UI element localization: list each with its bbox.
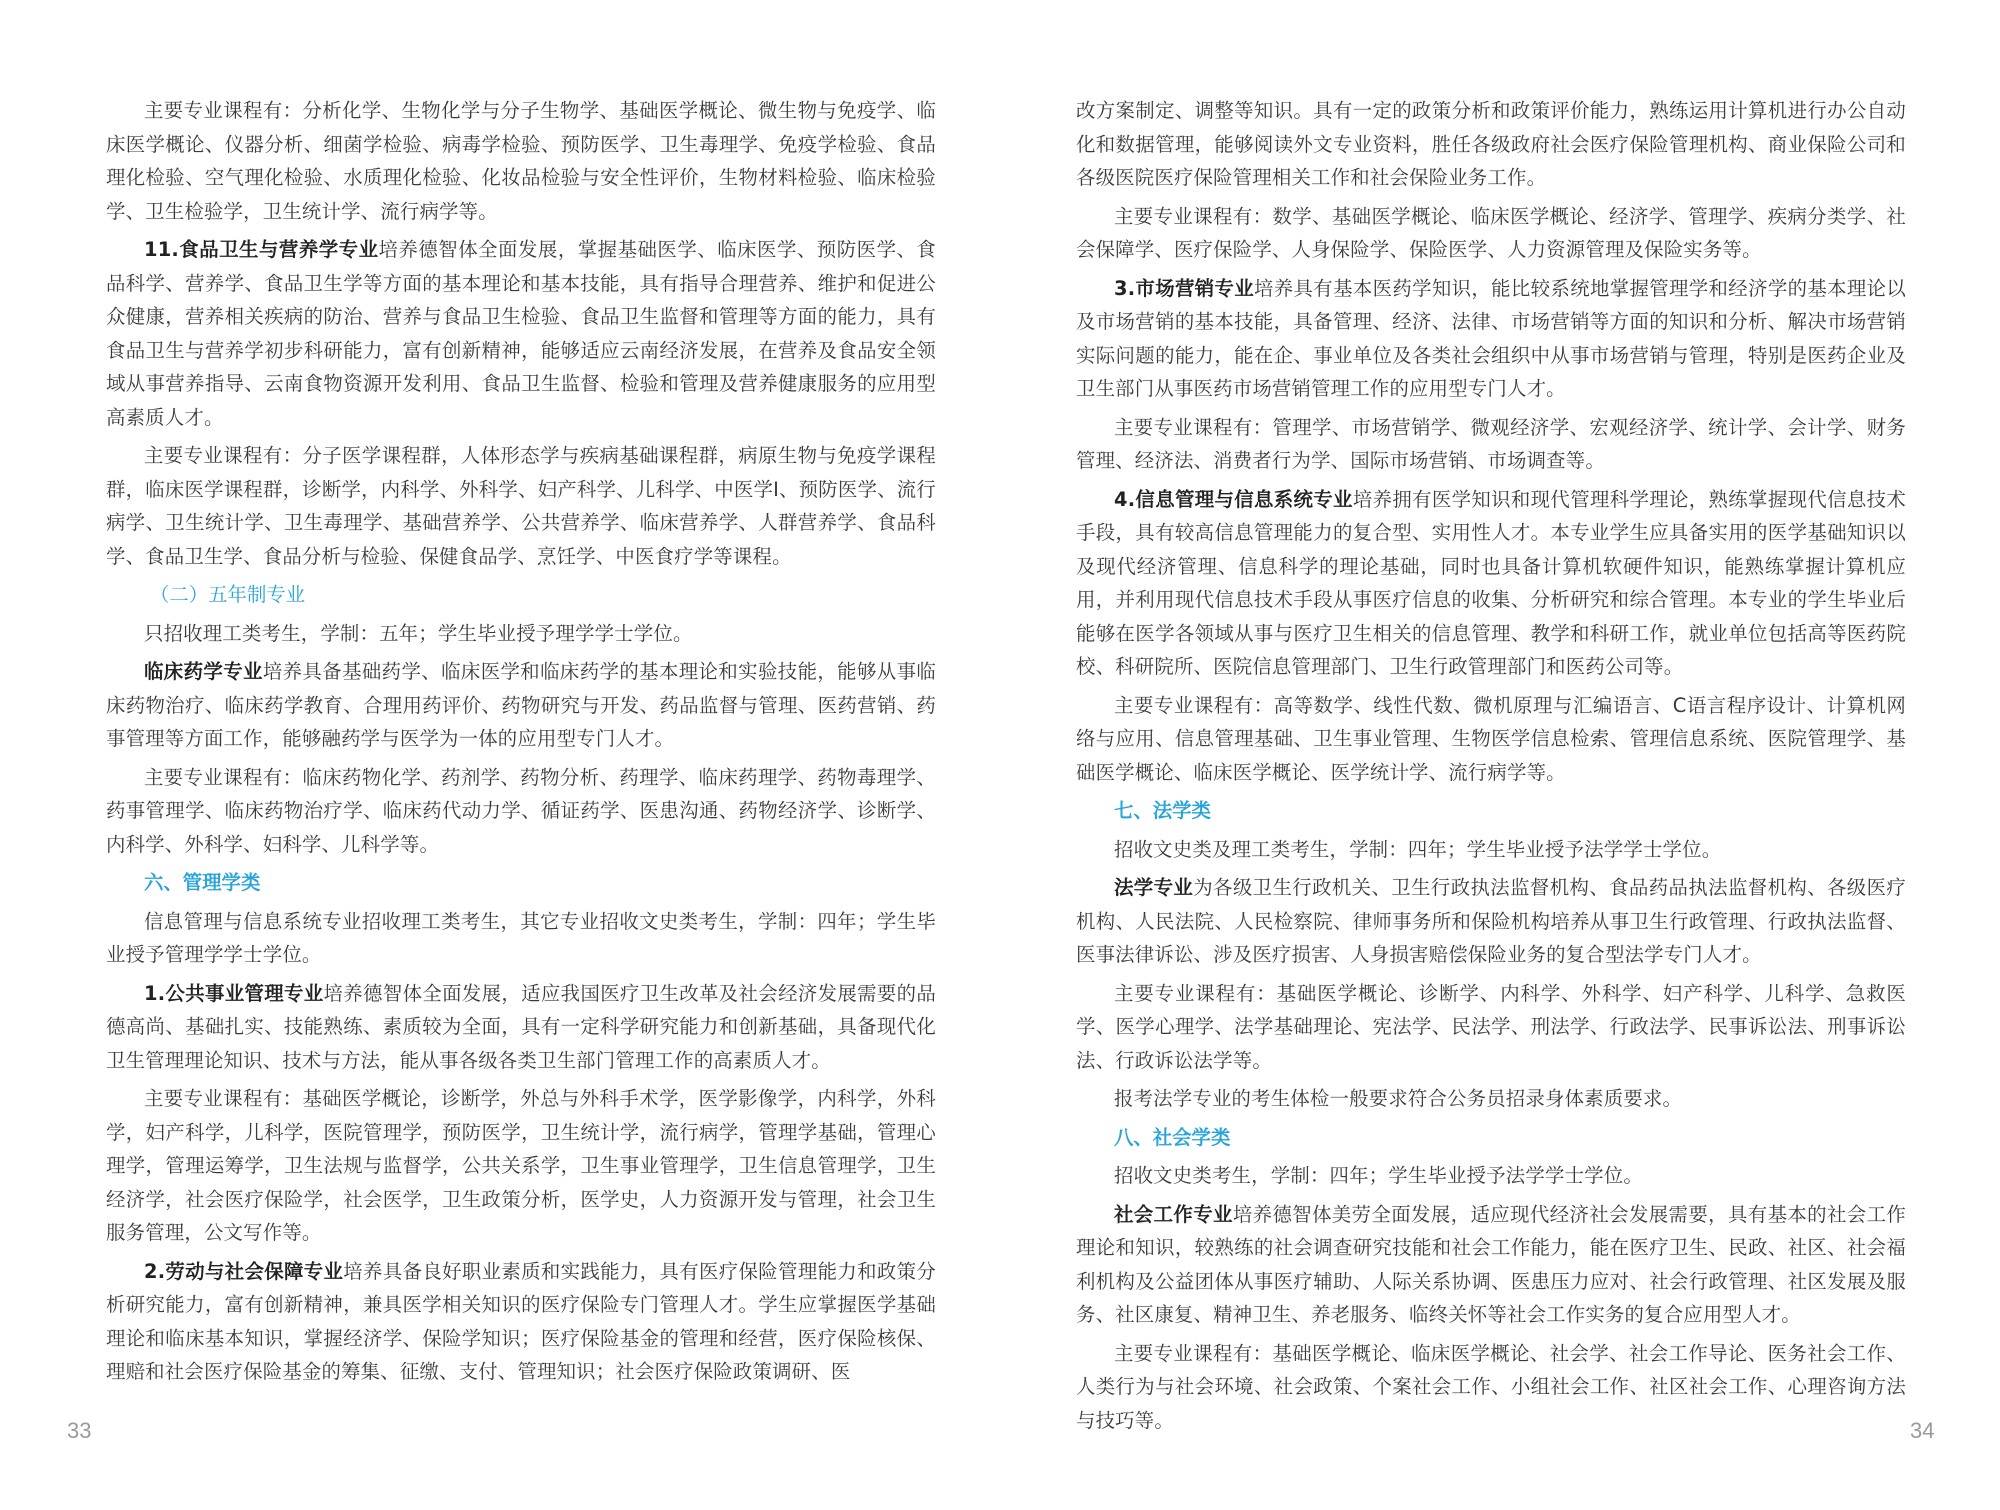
paragraph: 主要专业课程有：临床药物化学、药剂学、药物分析、药理学、临床药理学、药物毒理学、药事管理学、临床药物治疗学、临床药代动力学、循证药学、医患沟通、药物经济学、诊断学、内科学、外科学、妇科学、儿科学等。 [106, 765, 936, 856]
major-name: 2.劳动与社会保障专业 [144, 1259, 344, 1283]
section-heading: 八、社会学类 [1114, 1125, 1231, 1149]
major-name: 3.市场营销专业 [1114, 276, 1255, 300]
paragraph [106, 977, 936, 1078]
paragraph [1076, 871, 1906, 972]
page-number-right: 34 [1910, 1418, 1935, 1443]
paragraph: 改方案制定、调整等知识。具有一定的政策分析和政策评价能力，熟练运用计算机进行办公自动化和数据管理，能够阅读外文专业资料，胜任各级政府社会医疗保险管理机构、商业保险公司和各级医院医疗保险管理相关工作和社会保险业务工作。 [1076, 99, 1906, 189]
paragraph-text: 培养德智体全面发展，掌握基础医学、临床医学、预防医学、食品科学、营养学、食品卫生学等方面的基本理论和基本技能，具有指导合理营养、维护和促进公众健康，营养相关疾病的防治、营养与食品卫生检验、食品卫生监督和管理等方面的能力，具有食品卫生与营养学初步科研能力，富有创新精神，能够适应云南经济发展，在营养及食品安全领域从事营养指导、云南食物资源开发利用、食品卫生监督、检验和管理及营养健康服务的应用型高素质人才。 [106, 238, 937, 429]
section-subheading: （二）五年制专业 [150, 583, 306, 606]
paragraph: 主要专业课程有：基础医学概论，诊断学，外总与外科手术学，医学影像学，内科学，外科学，妇产科学，儿科学，医院管理学，预防医学，卫生统计学，流行病学，管理学基础，管理心理学，管理运筹学，卫生法规与监督学，公共关系学，卫生事业管理学，卫生信息管理学，卫生经济学，社会医疗保险学，社会医学，卫生政策分析，医学史，人力资源开发与管理，社会卫生服务管理，公文写作等。 [106, 1087, 936, 1244]
paragraph: 主要专业课程有：基础医学概论、临床医学概论、社会学、社会工作导论、医务社会工作、人类行为与社会环境、社会政策、个案社会工作、小组社会工作、社区社会工作、心理咨询方法与技巧等。 [1076, 1341, 1906, 1432]
major-name: 4.信息管理与信息系统专业 [1114, 487, 1353, 511]
paragraph-text: 培养德智体美劳全面发展，适应现代经济社会发展需要，具有基本的社会工作理论和知识，较熟练的社会调查研究技能和社会工作能力，能在医疗卫生、民政、社区、社会福利机构及公益团体从事医疗辅助、人际关系协调、医患压力应对、社会行政管理、社区发展及服务、社区康复、精神卫生、养老服务、临终关怀等社会工作实务的复合应用型人才。 [1076, 1202, 1906, 1326]
right-page [1076, 94, 1906, 1442]
paragraph [1076, 272, 1906, 406]
paragraph: 主要专业课程有：分析化学、生物化学与分子生物学、基础医学概论、微生物与免疫学、临床医学概论、仪器分析、细菌学检验、病毒学检验、预防医学、卫生毒理学、免疫学检验、食品理化检验、空气理化检验、水质理化检验、化妆品检验与安全性评价，生物材料检验、临床检验学、卫生检验学，卫生统计学、流行病学等。 [106, 99, 936, 223]
paragraph [106, 233, 936, 434]
paragraph-text: 培养具备基础药学、临床医学和临床药学的基本理论和实验技能，能够从事临床药物治疗、临床药学教育、合理用药评价、药物研究与开发、药品监督与管理、医药营销、药事管理等方面工作，能够融药学与医学为一体的应用型专门人才。 [106, 660, 936, 750]
paragraph [1076, 1198, 1906, 1332]
major-name: 11.食品卫生与营养学专业 [144, 238, 379, 261]
paragraph: 信息管理与信息系统专业招收理工类考生，其它专业招收文史类考生，学制：四年；学生毕业授予管理学学士学位。 [106, 909, 936, 966]
paragraph: 招收文史类考生，学制：四年；学生毕业授予法学学士学位。 [1114, 1164, 1643, 1187]
paragraph [106, 1255, 936, 1389]
paragraph: 只招收理工类考生，学制：五年；学生毕业授予理学学士学位。 [144, 621, 693, 645]
paragraph-text: 培养德智体全面发展，适应我国医疗卫生改革及社会经济发展需要的品德高尚、基础扎实、技能熟练、素质较为全面，具有一定科学研究能力和创新基础，具备现代化卫生管理理论知识、技术与方法，能从事各级各类卫生部门管理工作的高素质人才。 [106, 981, 936, 1072]
paragraph: 主要专业课程有：基础医学概论、诊断学、内科学、外科学、妇产科学、儿科学、急救医学、医学心理学、法学基础理论、宪法学、民法学、刑法学、行政法学、民事诉讼法、刑事诉讼法、行政诉讼法学等。 [1076, 981, 1906, 1072]
section-heading: 七、法学类 [1114, 799, 1211, 822]
paragraph [1076, 483, 1906, 684]
left-page [106, 94, 936, 1394]
paragraph: 主要专业课程有：管理学、市场营销学、微观经济学、宏观经济学、统计学、会计学、财务管理、经济法、消费者行为学、国际市场营销、市场调查等。 [1076, 415, 1906, 472]
paragraph: 主要专业课程有：数学、基础医学概论、临床医学概论、经济学、管理学、疾病分类学、社会保障学、医疗保险学、人身保险学、保险医学、人力资源管理及保险实务等。 [1076, 204, 1906, 261]
paragraph: 报考法学专业的考生体检一般要求符合公务员招录身体素质要求。 [1114, 1087, 1683, 1110]
page-number-left: 33 [67, 1418, 92, 1443]
paragraph-text: 为各级卫生行政机关、卫生行政执法监督机构、食品药品执法监督机构、各级医疗机构、人民法院、人民检察院、律师事务所和保险机构培养从事卫生行政管理、行政执法监督、医事法律诉讼、涉及医疗损害、人身损害赔偿保险业务的复合型法学专门人才。 [1076, 876, 1906, 966]
major-name: 法学专业 [1114, 876, 1194, 899]
paragraph-text: 培养拥有医学知识和现代管理科学理论，熟练掌握现代信息技术手段，具有较高信息管理能力的复合型、实用性人才。本专业学生应具备实用的医学基础知识以及现代经济管理、信息科学的理论基础，同时也具备计算机软硬件知识，能熟练掌握计算机应用，并利用现代信息技术手段从事医疗信息的收集、分析研究和综合管理。本专业的学生毕业后能够在医学各领域从事与医疗卫生相关的信息管理、教学和科研工作，就业单位包括高等医药院校、科研院所、医院信息管理部门、卫生行政管理部门和医药公司等。 [1076, 487, 1906, 678]
section-heading: 六、管理学类 [144, 871, 261, 894]
paragraph: 招收文史类及理工类考生，学制：四年；学生毕业授予法学学士学位。 [1114, 837, 1722, 861]
paragraph: 主要专业课程有：高等数学、线性代数、微机原理与汇编语言、C语言程序设计、计算机网络与应用、信息管理基础、卫生事业管理、生物医学信息检索、管理信息系统、医院管理学、基础医学概论、临床医学概论、医学统计学、流行病学等。 [1076, 693, 1906, 784]
major-name: 1.公共事业管理专业 [144, 981, 324, 1005]
major-name: 社会工作专业 [1114, 1202, 1233, 1226]
major-name: 临床药学专业 [144, 660, 263, 683]
paragraph-text: 培养具备良好职业素质和实践能力，具有医疗保险管理能力和政策分析研究能力，富有创新精神，兼具医学相关知识的医疗保险专门管理人才。学生应掌握医学基础理论和临床基本知识，掌握经济学、保险学知识；医疗保险基金的管理和经营，医疗保险核保、理赔和社会医疗保险基金的筹集、征缴、支付、管理知识；社会医疗保险政策调研、医 [106, 1259, 936, 1383]
paragraph: 主要专业课程有：分子医学课程群，人体形态学与疾病基础课程群，病原生物与免疫学课程群，临床医学课程群，诊断学，内科学、外科学、妇产科学、儿科学、中医学I、预防医学、流行病学、卫生统计学、卫生毒理学、基础营养学、公共营养学、临床营养学、人群营养学、食品科学、食品卫生学、食品分析与检验、保健食品学、烹饪学、中医食疗学等课程。 [106, 444, 936, 568]
paragraph-text: 培养具有基本医药学知识，能比较系统地掌握管理学和经济学的基本理论以及市场营销的基本技能，具备管理、经济、法律、市场营销等方面的知识和分析、解决市场营销实际问题的能力，能在企、事业单位及各类社会组织中从事市场营销与管理，特别是医药企业及卫生部门从事医药市场营销管理工作的应用型专门人才。 [1076, 276, 1906, 400]
paragraph [106, 655, 936, 756]
